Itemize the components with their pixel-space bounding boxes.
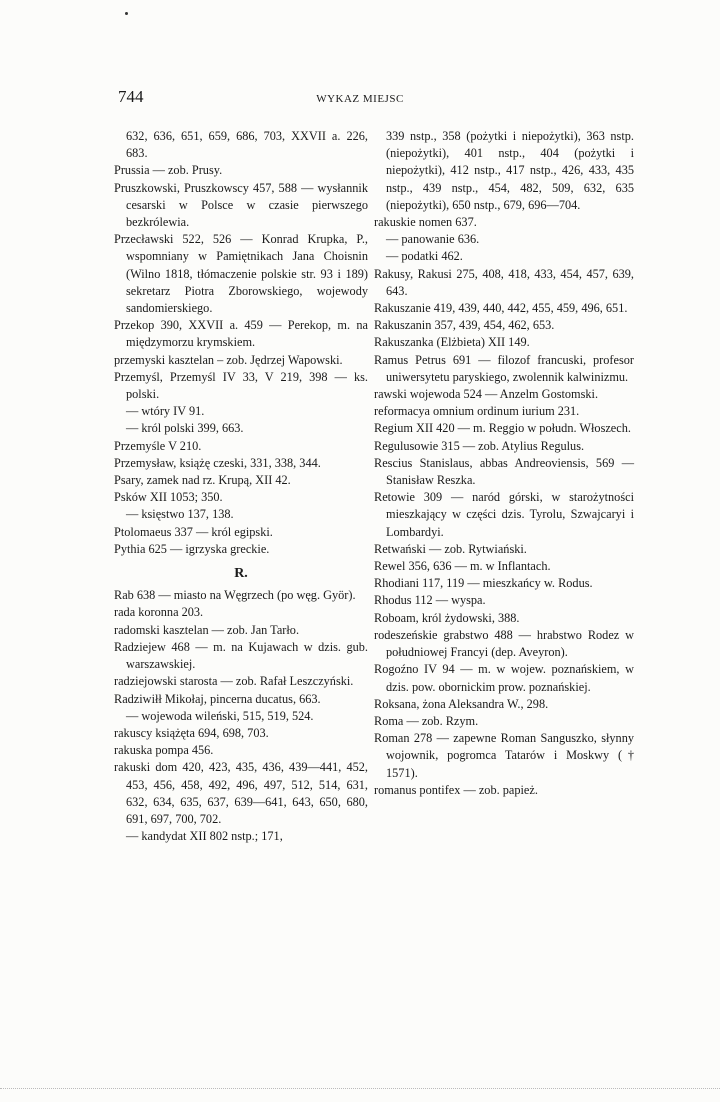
index-entry: Pythia 625 — igrzyska greckie. (114, 541, 270, 556)
index-entry: radziejowski starosta — zob. Rafał Leszczyński. (114, 674, 354, 689)
index-entry: Psków XII 1053; 350. (114, 490, 223, 505)
index-entry: rakuski dom 420, 423, 435, 436, 439—441, 452, 453, 456, 458, 492, 496, 497, 512, 514, 631, 632, 634, 635, 637, 639—641, 643, 650, 680, 691, 697, 700, 702. (114, 760, 368, 826)
running-title: WYKAZ MIEJSC (316, 93, 404, 105)
index-entry: rakuskie nomen 637. (374, 215, 477, 230)
index-entry: radomski kasztelan — zob. Jan Tarło. (114, 622, 300, 637)
left-column (114, 128, 368, 845)
index-entry: przemyski kasztelan – zob. Jędrzej Wapowski. (114, 352, 343, 367)
index-entry: Pruszkowski, Pruszkowscy 457, 588 — wysłannik cesarski w Polsce w czasie pierwszego bezkrólewia. (114, 180, 368, 230)
index-entry: 632, 636, 651, 659, 686, 703, XXVII a. 226, 683. (126, 129, 368, 161)
page-number: 744 (118, 87, 144, 106)
section-letter-heading: R. (234, 566, 248, 582)
index-entry: Radziwiłł Mikołaj, pincerna ducatus, 663. (114, 691, 321, 706)
index-entry: rada koronna 203. (114, 605, 204, 620)
index-entry: romanus pontifex — zob. papież. (374, 782, 538, 797)
scan-edge-dots (0, 1088, 720, 1090)
index-entry: — księstwo 137, 138. (126, 507, 234, 522)
index-entry: Rakuszanka (Elżbieta) XII 149. (374, 335, 530, 350)
index-entry: Rhodus 112 — wyspa. (374, 593, 486, 608)
scan-speck (125, 12, 128, 15)
index-entry: Rewel 356, 636 — m. w Inflantach. (374, 559, 551, 574)
index-entry: 339 nstp., 358 (pożytki i niepożytki), 363 nstp. (niepożytki), 401 nstp., 404 (pożytki i niepożytki), 412 nstp., 417 nstp., 426, 433, 435 nstp., 439 nstp., 454, 482, 509, 632, 635 (niepożytki), 650 nstp., 679, 696—704. (386, 129, 634, 212)
index-entry: Regulusowie 315 — zob. Atylius Regulus. (374, 438, 585, 453)
index-entry: Roboam, król żydowski, 388. (374, 610, 520, 625)
index-entry: Rescius Stanislaus, abbas Andreoviensis, 569 — Stanisław Reszka. (374, 455, 634, 488)
index-entry: Ramus Petrus 691 — filozof francuski, profesor uniwersytetu paryskiego, zwolennik kalwinizmu. (374, 352, 634, 384)
index-entry: Roksana, żona Aleksandra W., 298. (374, 696, 549, 711)
index-entry: Retowie 309 — naród górski, w starożytności mieszkający w części dzis. Tyrolu, Szwajcaryi i Lombardyi. (374, 490, 634, 539)
index-entry: rakuscy książęta 694, 698, 703. (114, 725, 269, 740)
right-column (374, 128, 634, 799)
index-entry: — wtóry IV 91. (126, 404, 205, 419)
index-entry: Retwański — zob. Rytwiański. (374, 541, 527, 556)
index-entry: Rakuszanin 357, 439, 454, 462, 653. (374, 318, 555, 333)
index-entry: Przecławski 522, 526 — Konrad Krupka, P., wspomniany w Pamiętnikach Jana Choisnin (Wilno 1818, tłómaczenie polskie str. 93 i 189) sekretarz Piotra Zborowskiego, wojewody sandomierskiego. (114, 232, 368, 316)
index-entry: Rhodiani 117, 119 — mieszkańcy w. Rodus. (374, 576, 593, 591)
index-entry: rawski wojewoda 524 — Anzelm Gostomski. (374, 387, 599, 402)
index-entry: — kandydat XII 802 nstp.; 171, (126, 829, 283, 844)
index-entry: Regium XII 420 — m. Reggio w połudn. Włoszech. (374, 421, 631, 436)
index-entry: — wojewoda wileński, 515, 519, 524. (126, 708, 314, 723)
index-entry: Przemysław, książę czeski, 331, 338, 344. (114, 455, 321, 470)
index-entry: Rogoźno IV 94 — m. w wojew. poznańskiem, w dzis. pow. obornickim prow. poznańskiej. (374, 662, 634, 694)
index-entry: Przemyśle V 210. (114, 438, 202, 453)
index-entry: Przekop 390, XXVII a. 459 — Perekop, m. na międzymorzu krymskiem. (114, 318, 368, 350)
index-entry: Ptolomaeus 337 — król egipski. (114, 524, 273, 539)
index-entry: Roman 278 — zapewne Roman Sanguszko, słynny wojownik, pogromca Tatarów i Moskwy († 1571). (374, 731, 634, 780)
index-entry: — król polski 399, 663. (126, 421, 244, 436)
index-entry: Psary, zamek nad rz. Krupą, XII 42. (114, 473, 291, 488)
index-entry: reformacya omnium ordinum iurium 231. (374, 404, 580, 419)
index-entry: — panowanie 636. (386, 232, 480, 247)
index-entry: Rakusy, Rakusi 275, 408, 418, 433, 454, 457, 639, 643. (374, 266, 634, 298)
index-entry: — podatki 462. (386, 249, 463, 264)
index-entry: Roma — zob. Rzym. (374, 713, 479, 728)
index-entry: rodeszeńskie grabstwo 488 — hrabstwo Rodez w południowej Francyi (dep. Aveyron). (374, 627, 634, 660)
index-entry: rakuska pompa 456. (114, 743, 214, 758)
index-entry: Radziejew 468 — m. na Kujawach w dzis. gub. warszawskiej. (114, 639, 368, 672)
index-entry: Przemyśl, Przemyśl IV 33, V 219, 398 — ks. polski. (114, 369, 368, 402)
index-entry: Rab 638 — miasto na Węgrzech (po węg. Györ). (114, 588, 356, 603)
index-entry: Prussia — zob. Prusy. (114, 163, 223, 178)
index-entry: Rakuszanie 419, 439, 440, 442, 455, 459, 496, 651. (374, 301, 628, 316)
